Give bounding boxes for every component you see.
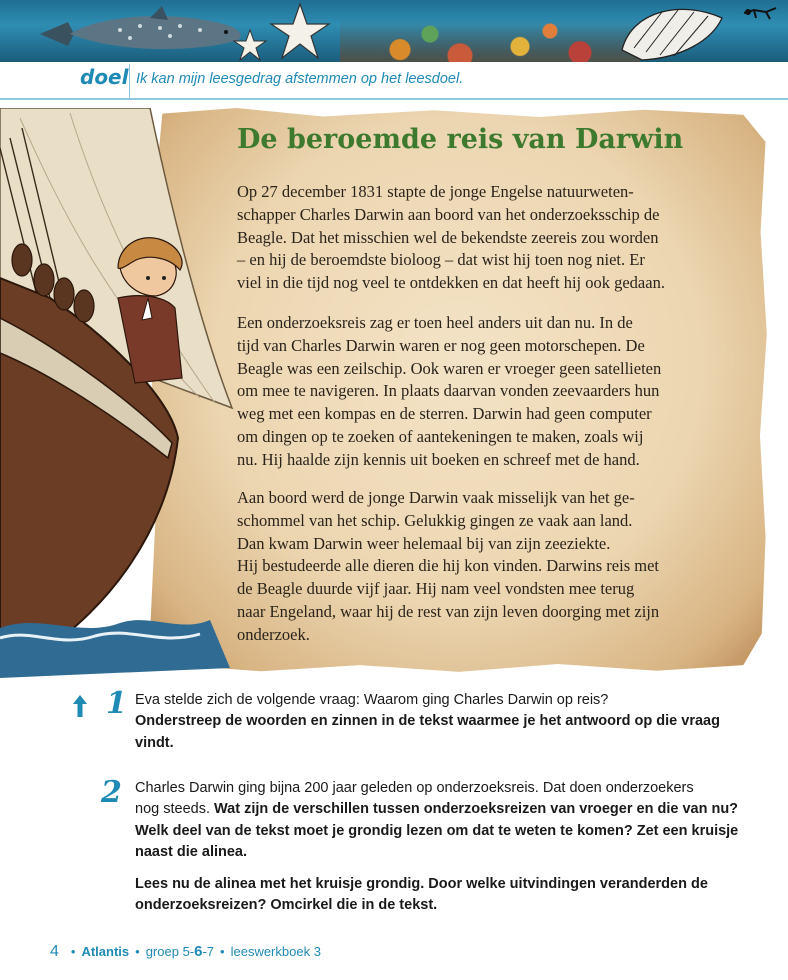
text-line: Beagle. Dat het misschien wel de bekendste zeereis zou worden bbox=[237, 227, 659, 247]
article-paragraph-2 bbox=[237, 312, 707, 472]
footer-group-prefix: groep 5- bbox=[145, 944, 195, 959]
text-line: – en hij de beroemdste bioloog – dat wist hij toen nog niet. Er bbox=[237, 250, 645, 270]
footer-group-strong: 6 bbox=[194, 943, 203, 960]
text-line: Aan boord werd de jonge Darwin vaak misselijk van het ge- bbox=[237, 488, 635, 507]
goal-text: Ik kan mijn leesgedrag afstemmen op het leesdoel. bbox=[136, 71, 464, 87]
text-line: tijd van Charles Darwin waren er nog geen motorschepen. De bbox=[237, 335, 645, 355]
footer-book: leeswerkboek 3 bbox=[230, 944, 321, 959]
question-2-followup bbox=[135, 874, 735, 917]
question-instruction: Wat zijn de verschillen tussen onderzoeksreizen van vroeger en die van nu? bbox=[214, 801, 739, 818]
coral-reef bbox=[340, 0, 640, 62]
question-prompt: nog steeds. bbox=[135, 801, 214, 818]
question-instruction: naast die alinea. bbox=[135, 843, 248, 860]
text-line: Beagle was een zeilschip. Ook waren er vroeger geen satellieten bbox=[237, 358, 662, 378]
question-instruction: Onderstreep de woorden en zinnen in de tekst waarmee je het antwoord op die vraag bbox=[135, 713, 720, 730]
starfish-icon bbox=[265, 0, 335, 62]
footer-bullet: • bbox=[220, 944, 225, 959]
whale-shark-icon bbox=[30, 4, 250, 60]
question-prompt: Eva stelde zich de volgende vraag: Waarom ging Charles Darwin op reis? bbox=[135, 692, 609, 708]
page-footer bbox=[50, 943, 321, 961]
article-title: De beroemde reis van Darwin bbox=[237, 124, 684, 155]
diver-icon bbox=[742, 4, 778, 22]
text-line: weg met een kompas en de sterren. Darwin had geen computer bbox=[237, 404, 652, 424]
starfish-icon bbox=[232, 28, 268, 62]
text-line: schommel van het schip. Gelukkig gingen ze vaak aan land. bbox=[237, 510, 633, 530]
text-line: Hij bestudeerde alle dieren die hij kon vinden. Darwins reis met bbox=[237, 556, 659, 576]
goal-divider bbox=[129, 64, 130, 100]
ocean-banner bbox=[0, 0, 788, 62]
header-rule bbox=[0, 98, 788, 100]
footer-bullet: • bbox=[135, 944, 140, 959]
text-line: om dingen op te zoeken of aantekeningen te maken, zoals wij bbox=[237, 426, 644, 446]
footer-bullet: • bbox=[70, 944, 76, 959]
question-instruction: vindt. bbox=[135, 734, 174, 751]
text-line: viel in die tijd nog veel te ontdekken en dat heeft hij ook gedaan. bbox=[237, 273, 665, 293]
question-instruction: Lees nu de alinea met het kruisje grondig. Door welke uitvindingen veranderden de bbox=[135, 876, 708, 892]
goal-label: doel bbox=[80, 65, 129, 89]
text-line: Op 27 december 1831 stapte de jonge Engelse natuurweten- bbox=[237, 182, 634, 201]
question-number: 1 bbox=[106, 686, 127, 721]
text-line: onderzoek. bbox=[237, 624, 310, 644]
shell-icon bbox=[612, 0, 730, 62]
ship-illustration bbox=[0, 108, 250, 678]
article-paragraph-1 bbox=[237, 181, 707, 295]
text-line: naar Engeland, waar hij de rest van zijn leven doorging met zijn bbox=[237, 601, 660, 621]
text-line: nu. Hij haalde zijn kennis uit boeken en schreef met de hand. bbox=[237, 449, 640, 469]
question-instruction: onderzoeksreizen? Omcirkel die in de tekst. bbox=[135, 897, 438, 914]
question-1 bbox=[135, 690, 735, 754]
text-line: Een onderzoeksreis zag er toen heel anders uit dan nu. In de bbox=[237, 313, 633, 332]
page-number: 4 bbox=[50, 943, 59, 960]
article-paragraph-3 bbox=[237, 487, 707, 647]
question-prompt: Charles Darwin ging bijna 200 jaar geleden op onderzoeksreis. Dat doen onderzoekers bbox=[135, 780, 694, 796]
question-2 bbox=[135, 778, 739, 863]
question-number: 2 bbox=[101, 775, 122, 810]
text-line: om mee te navigeren. In plaats daarvan vonden zeevaarders hun bbox=[237, 381, 660, 401]
question-instruction: Welk deel van de tekst moet je grondig lezen om dat te weten te komen? Zet een kruisje bbox=[135, 822, 739, 839]
up-arrow-icon bbox=[72, 694, 88, 718]
text-line: de Beagle duurde vijf jaar. Hij nam veel vondsten mee terug bbox=[237, 579, 635, 599]
text-line: Dan kwam Darwin weer helemaal bij van zijn zeeziekte. bbox=[237, 533, 611, 553]
footer-group-suffix: -7 bbox=[202, 944, 215, 959]
text-line: schapper Charles Darwin aan boord van het onderzoeksschip de bbox=[237, 204, 660, 224]
footer-brand: Atlantis bbox=[81, 944, 130, 959]
